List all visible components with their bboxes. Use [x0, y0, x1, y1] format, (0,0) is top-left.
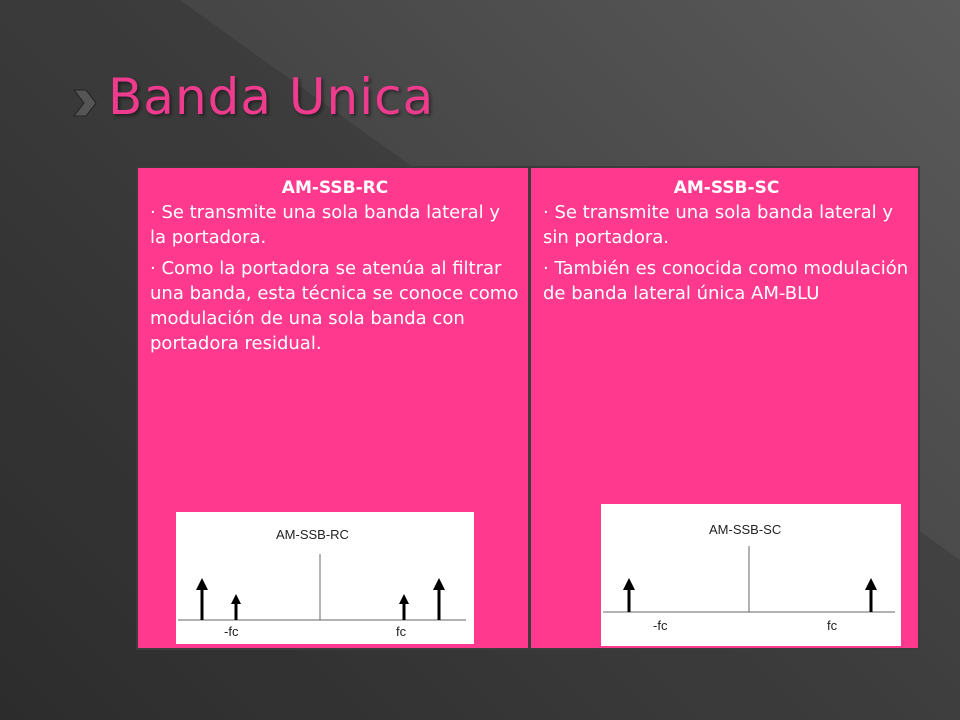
figure-label-right: fc	[396, 624, 407, 639]
figure-label-right: fc	[827, 618, 838, 633]
slide-title: Banda Unica	[108, 68, 435, 126]
arrow-up-icon	[399, 594, 409, 620]
arrow-up-icon	[433, 578, 445, 620]
figure-title: AM-SSB-SC	[709, 522, 782, 537]
comparison-table	[136, 166, 920, 650]
figure-label-left: -fc	[653, 618, 668, 633]
bullet-text: · Se transmite una sola banda lateral y la portadora.	[150, 202, 501, 248]
chevron-right-icon	[72, 88, 98, 118]
bullet-text: · Se transmite una sola banda lateral y sin portadora.	[543, 202, 894, 248]
arrow-up-icon	[231, 594, 241, 620]
spectrum-figure-rc	[176, 512, 474, 644]
figure-label-left: -fc	[224, 624, 239, 639]
arrow-up-icon	[623, 578, 635, 612]
column-am-ssb-rc	[138, 168, 528, 648]
arrow-up-icon	[865, 578, 877, 612]
bullet-text: · También es conocida como modulación de banda lateral única AM-BLU	[543, 258, 909, 304]
figure-title: AM-SSB-RC	[276, 527, 349, 542]
column-am-ssb-sc	[528, 168, 918, 648]
arrow-up-icon	[196, 578, 208, 620]
column-heading: AM-SSB-RC	[281, 178, 389, 198]
bullet-text: · Como la portadora se atenúa al filtrar una banda, esta técnica se conoce como modulación de una sola banda con portadora residual.	[150, 258, 519, 354]
spectrum-figure-sc	[601, 504, 901, 646]
column-heading: AM-SSB-SC	[673, 178, 780, 198]
